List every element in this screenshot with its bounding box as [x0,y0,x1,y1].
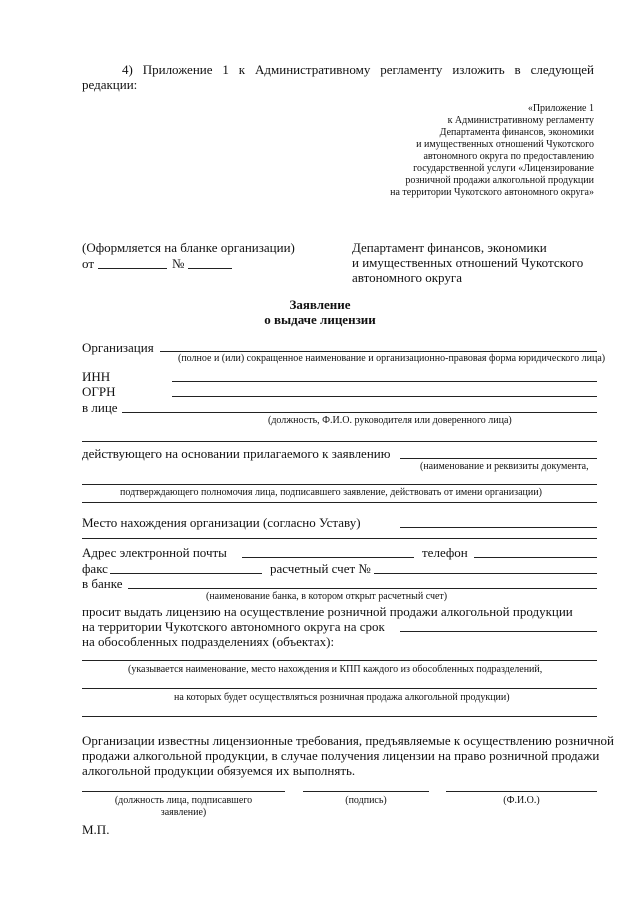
recipient [352,240,583,285]
acting-basis-label: действующего на основании прилагаемого к заявлению [82,446,391,461]
location-label: Место нахождения организации (согласно Уставу) [82,515,361,530]
account-line [374,573,597,574]
statement-line: продажи алкогольной продукции, в случае получения лицензии на право розничной продажи [82,748,600,763]
authority-line [82,484,597,485]
phone-line [474,557,597,558]
subdivisions-hint-1: (указывается наименование, место нахождения и КПП каждого из обособленных подразделений, [128,664,543,675]
person-line [122,412,597,413]
recipient-line: Департамент финансов, экономики [352,240,547,255]
appendix-line: государственной услуги «Лицензирование [413,163,594,174]
name-line [446,791,597,792]
blank-line [82,538,597,539]
sign-hint: (подпись) [345,795,387,806]
ogrn-label: ОГРН [82,384,116,399]
subdivisions-hint-2: на которых будет осуществляться розничная продажа алкогольной продукции) [174,692,510,703]
position-hint [82,795,285,819]
blank-note: (Оформляется на бланке организации) [82,240,295,255]
recipient-line: автономного округа [352,270,462,285]
intro-line-1: 4) Приложение 1 к Административному регламенту изложить в следующей [122,62,594,77]
person-hint: (должность, Ф.И.О. руководителя или доверенного лица) [268,415,512,426]
appendix-line: «Приложение 1 [527,103,594,114]
sign-line [303,791,429,792]
request-line-3: на обособленных подразделениях (объектах): [82,634,335,649]
recipient-line: и имущественных отношений Чукотского [352,255,584,270]
appendix-line: Департамента финансов, экономики [439,127,594,138]
blank-line [82,502,597,503]
blank-line [82,441,597,442]
blank-line [82,716,597,717]
statement-line: Организации известны лицензионные требования, предъявляемые к осуществлению розничной [82,733,615,748]
authority-hint: подтверждающего полномочия лица, подписавшего заявление, действовать от имени организации) [120,487,542,498]
organization-hint: (полное и (или) сокращенное наименование и организационно-правовая форма юридического лица) [178,353,606,364]
organization-label: Организация [82,340,154,355]
appendix-line: автономного округа по предоставлению [423,151,594,162]
number-sign: № [172,256,185,271]
inn-label: ИНН [82,369,111,384]
in-person-label: в лице [82,400,118,415]
intro-line-2: редакции: [82,77,138,92]
fax-line [110,573,262,574]
appendix-header [300,103,594,199]
position-hint-line: заявление) [160,807,207,818]
account-label: расчетный счет № [270,561,371,576]
appendix-line: на территории Чукотского автономного округа» [390,187,594,198]
title-line: о выдаче лицензии [264,312,376,327]
appendix-line: розничной продажи алкогольной продукции [405,175,594,186]
subdivisions-line [82,688,597,689]
position-hint-line: (должность лица, подписавшего [114,795,253,806]
appendix-line: и имущественных отношений Чукотского [416,139,594,150]
location-line [400,527,597,528]
statement-line: алкогольной продукции обязуемся их выполнять. [82,763,356,778]
bank-line [128,588,597,589]
name-hint: (Ф.И.О.) [503,795,540,806]
title-line: Заявление [289,297,351,312]
document-title [170,297,470,327]
stamp-label: М.П. [82,822,110,837]
bank-label: в банке [82,576,123,591]
bank-hint: (наименование банка, в котором открыт расчетный счет) [206,591,448,602]
email-line [242,557,414,558]
subdivisions-line [82,660,597,661]
request-line-2: на территории Чукотского автономного округа на срок [82,619,385,634]
inn-line [172,381,597,382]
document-line [400,458,597,459]
position-signature-line [82,791,285,792]
number-line [188,268,232,269]
appendix-line: к Административному регламенту [447,115,594,126]
organization-line [160,351,597,352]
ogrn-line [172,396,597,397]
term-line [400,631,597,632]
document-hint: (наименование и реквизиты документа, [420,461,589,472]
phone-label: телефон [422,545,468,560]
statement [82,733,614,778]
date-line [98,268,167,269]
from-label: от [82,256,95,271]
fax-label: факс [82,561,108,576]
email-label: Адрес электронной почты [82,545,227,560]
request-line-1: просит выдать лицензию на осуществление розничной продажи алкогольной продукции [82,604,573,619]
